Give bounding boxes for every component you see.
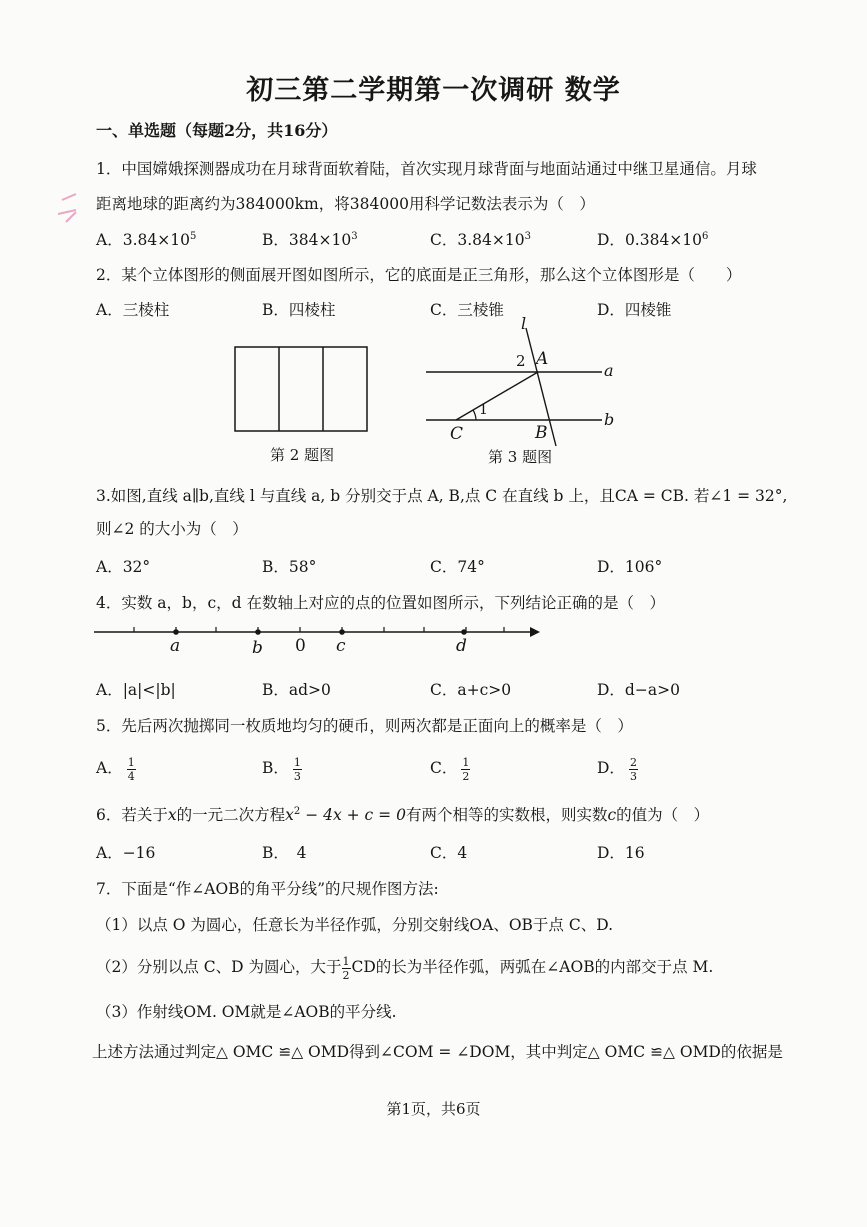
fig3-label-l: l [521,314,527,333]
q2-text: 2．某个立体图形的侧面展开图如图所示，它的底面是正三角形，那么这个立体图形是（ ） [96,266,742,284]
fig3-label-B: B [535,423,548,443]
figure2-net [234,346,374,436]
q1-option-b: B．$384\times 10^3$ [262,231,358,249]
fig3-label-angle2: 2 [516,352,526,370]
q4-text: 4．实数 a，b，c，d 在数轴上对应的点的位置如图所示，下列结论正确的是（ ） [96,594,665,612]
q6-option-b: B． 4 [262,844,307,862]
q4-option-c: C．a+c>0 [430,681,512,699]
q5-option-b: B． $\frac{1}{3}$ [262,755,301,783]
q4-option-a: A．|a|<|b| [96,681,176,699]
q4-option-d: D．d−a>0 [597,681,680,699]
fig3-label-A: A [536,349,549,369]
q4-axis-label-zero: 0 [295,636,306,656]
fig3-label-b: b [604,410,615,429]
q2-option-c: C．三棱锥 [430,301,504,319]
q1-line2: 距离地球的距离约为384000km，将384000用科学记数法表示为（ ） [96,195,595,213]
q6-text: 6．若关于x的一元二次方程$x^2 - 4x + c = 0$有两个相等的实数根，则实数c的值为（ ） [96,806,710,824]
fig3-label-angle1: 1 [479,402,488,418]
q4-axis-label-b: b [252,638,263,658]
q3-option-b: B．58° [262,558,317,576]
fig3-label-a: a [604,361,614,380]
q2-option-a: A．三棱柱 [96,301,170,319]
q3-line2: 则∠2 的大小为（ ） [96,520,248,538]
q7-intro: 7．下面是“作∠AOB的角平分线”的尺规作图方法: [96,880,439,898]
q1-option-c: C．$3.84\times 10^3$ [430,231,531,249]
q7-step1: （1）以点 O 为圆心，任意长为半径作弧，分别交射线OA、OB于点 C、D. [96,916,614,934]
page-title: 初三第二学期第一次调研 数学 [246,75,621,106]
q2-option-b: B．四棱柱 [262,301,336,319]
q6-option-c: C．4 [430,844,468,862]
q7-step2: （2）分别以点 C、D 为圆心，大于 $\frac{1}{2}$ CD的长为半径作弧，两弧在∠AOB的内部交于点 M. [96,954,714,982]
q1-option-a: A．$3.84\times 10^5$ [96,231,197,249]
q5-option-a: A． $\frac{1}{4}$ [96,755,135,783]
q6-option-d: D．16 [597,844,645,862]
q1-line1: 1．中国嫦娥探测器成功在月球背面软着陆，首次实现月球背面与地面站通过中继卫星通信。月球 [96,160,757,178]
q7-step3: （3）作射线OM. OM就是∠AOB的平分线. [96,1003,397,1021]
q4-axis-label-c: c [336,636,346,656]
q3-line1: 3.如图,直线 a∥b,直线 l 与直线 a, b 分别交于点 A, B,点 C 在直线 b 上，且CA = CB. 若∠1 = 32°, [96,487,788,505]
q5-text: 5．先后两次抛掷同一枚质地均匀的硬币，则两次都是正面向上的概率是（ ） [96,717,633,735]
q3-option-a: A．32° [96,558,151,576]
section-heading: 一、单选题（每题2分，共16分） [96,121,338,140]
q7-conclusion: 上述方法通过判定△ OMC ≌△ OMD得到∠COM = ∠DOM，其中判定△ OMC ≌△ OMD的依据是 [92,1043,783,1061]
q3-option-c: C．74° [430,558,485,576]
fig3-label-C: C [450,424,464,444]
q5-option-c: C． $\frac{1}{2}$ [430,755,470,783]
figure2-caption: 第 2 题图 [270,446,335,464]
q5-option-d: D． $\frac{2}{3}$ [597,755,637,783]
q1-option-d: D．$0.384\times 10^6$ [597,231,709,249]
q6-option-a: A．−16 [96,844,156,862]
q4-axis-label-d: d [456,636,467,656]
figure3-caption: 第 3 题图 [488,448,553,466]
q4-option-b: B．ad>0 [262,681,331,699]
q2-option-d: D．四棱锥 [597,301,672,319]
q4-number-line [94,624,544,644]
q3-option-d: D．106° [597,558,663,576]
q4-axis-label-a: a [170,636,181,656]
page-footer: 第1页，共6页 [386,1100,481,1118]
